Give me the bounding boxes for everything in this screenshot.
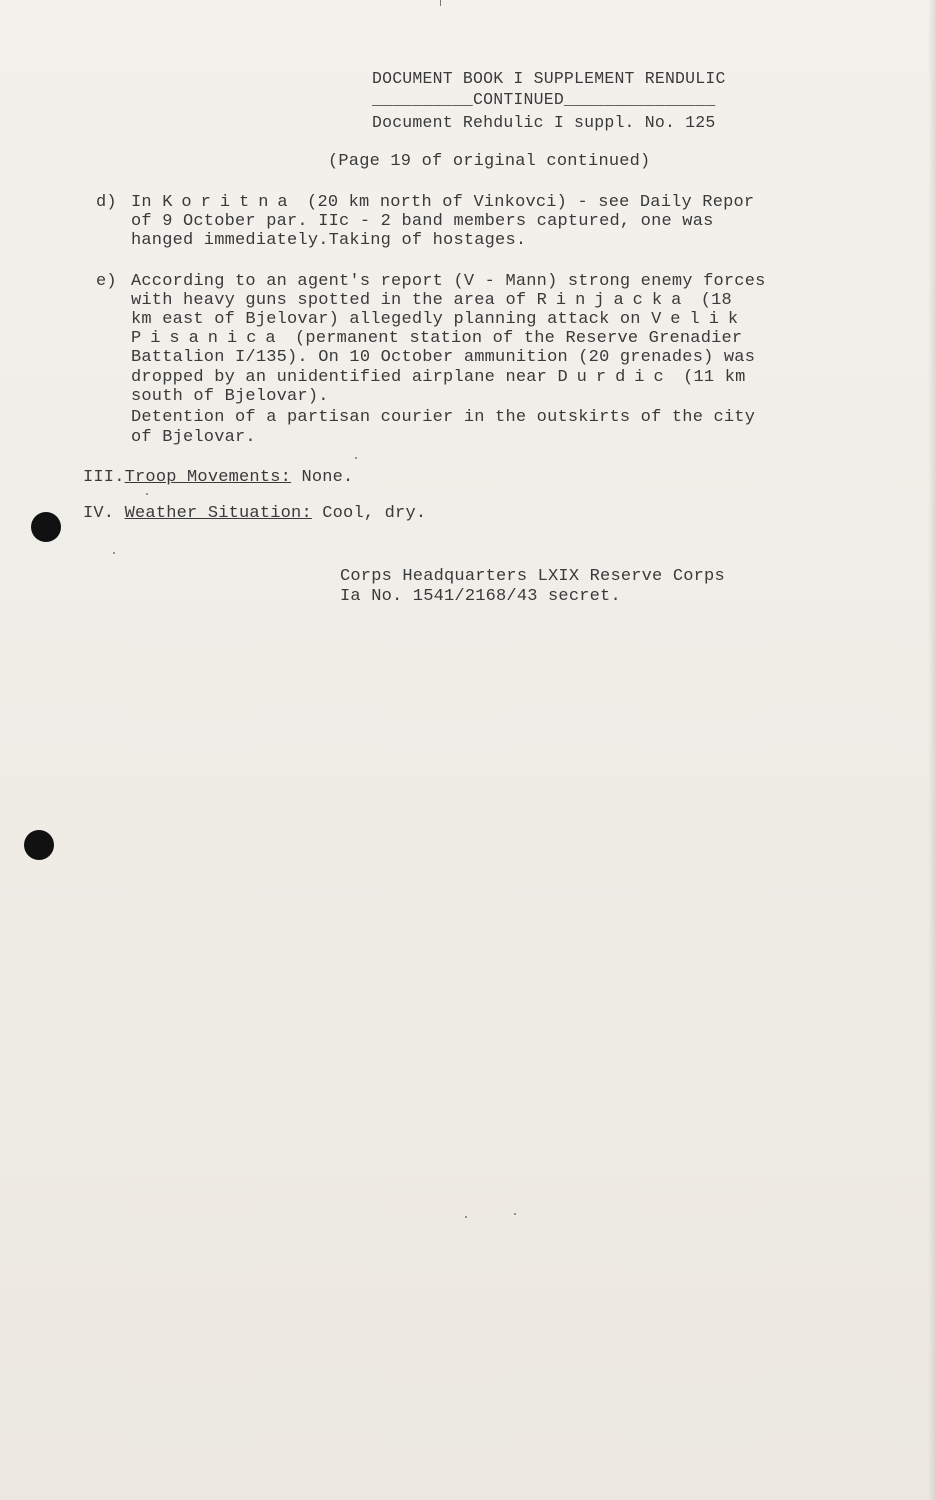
item-e-line-8: Detention of a partisan courier in the outskirts of the city bbox=[131, 408, 756, 427]
item-e-marker: e) bbox=[96, 272, 117, 291]
section-iii-heading: Troop Movements: bbox=[124, 468, 292, 487]
item-e-line-6-prefix: dropped by an unidentified airplane near bbox=[131, 368, 558, 387]
item-e-line-3-prefix: km east of Bjelovar) allegedly planning attack on bbox=[131, 310, 652, 329]
speck bbox=[355, 457, 357, 459]
place-velik: Velik bbox=[651, 310, 748, 329]
place-pisanica: Pisanica bbox=[131, 329, 285, 348]
item-e-line-3 bbox=[131, 310, 747, 329]
top-tick-mark bbox=[440, 0, 441, 6]
doc-reference: Document Rehdulic I suppl. No. 125 bbox=[372, 113, 716, 132]
item-e-line-4 bbox=[131, 329, 742, 348]
place-koritna: Koritna bbox=[162, 193, 297, 212]
item-e-line-2-rest: (18 bbox=[690, 291, 732, 310]
item-e-line-7: south of Bjelovar). bbox=[131, 387, 329, 406]
speck bbox=[514, 1213, 516, 1215]
signature-line-1: Corps Headquarters LXIX Reserve Corps bbox=[340, 567, 725, 586]
doc-continued: __________CONTINUED_______________ bbox=[372, 90, 716, 109]
item-d-prefix: In bbox=[131, 193, 163, 212]
section-iii bbox=[83, 468, 353, 487]
item-d-marker: d) bbox=[96, 193, 117, 212]
section-iv bbox=[83, 504, 426, 523]
item-d-line-1 bbox=[131, 193, 754, 212]
page-note: (Page 19 of original continued) bbox=[328, 152, 651, 171]
item-e-line-5: Battalion I/135). On 10 October ammunition (20 grenades) was bbox=[131, 348, 756, 367]
section-iv-number: IV. bbox=[83, 504, 125, 523]
speck bbox=[465, 1216, 467, 1218]
place-durdic: Durdic bbox=[557, 368, 673, 387]
item-e-line-2 bbox=[131, 291, 732, 310]
item-e-line-4-rest: (permanent station of the Reserve Grenadier bbox=[284, 329, 743, 348]
item-e-line-2-prefix: with heavy guns spotted in the area of bbox=[131, 291, 537, 310]
punch-hole-upper bbox=[31, 512, 61, 542]
place-rinjacka: Rinjacka bbox=[536, 291, 691, 310]
paper-edge-shadow bbox=[928, 0, 936, 1500]
item-e-line-6-rest: (11 km bbox=[672, 368, 746, 387]
item-e-line-9: of Bjelovar. bbox=[131, 428, 256, 447]
item-d-line-3: hanged immediately.Taking of hostages. bbox=[131, 231, 527, 250]
section-iv-text: Cool, dry. bbox=[311, 504, 427, 523]
speck bbox=[113, 552, 115, 554]
doc-title: DOCUMENT BOOK I SUPPLEMENT RENDULIC bbox=[372, 69, 726, 88]
section-iii-number: III. bbox=[83, 468, 125, 487]
signature-line-2: Ia No. 1541/2168/43 secret. bbox=[340, 587, 621, 606]
punch-hole-lower bbox=[24, 830, 54, 860]
item-d-line-1-rest: (20 km north of Vinkovci) - see Daily Repor bbox=[296, 193, 755, 212]
item-e-line-6 bbox=[131, 368, 746, 387]
item-e-line-1: According to an agent's report (V - Mann) strong enemy forces bbox=[131, 272, 766, 291]
section-iii-text: None. bbox=[291, 468, 354, 487]
section-iv-heading: Weather Situation: bbox=[124, 504, 312, 523]
item-d-line-2: of 9 October par. IIc - 2 band members captured, one was bbox=[131, 212, 714, 231]
speck bbox=[146, 493, 148, 495]
